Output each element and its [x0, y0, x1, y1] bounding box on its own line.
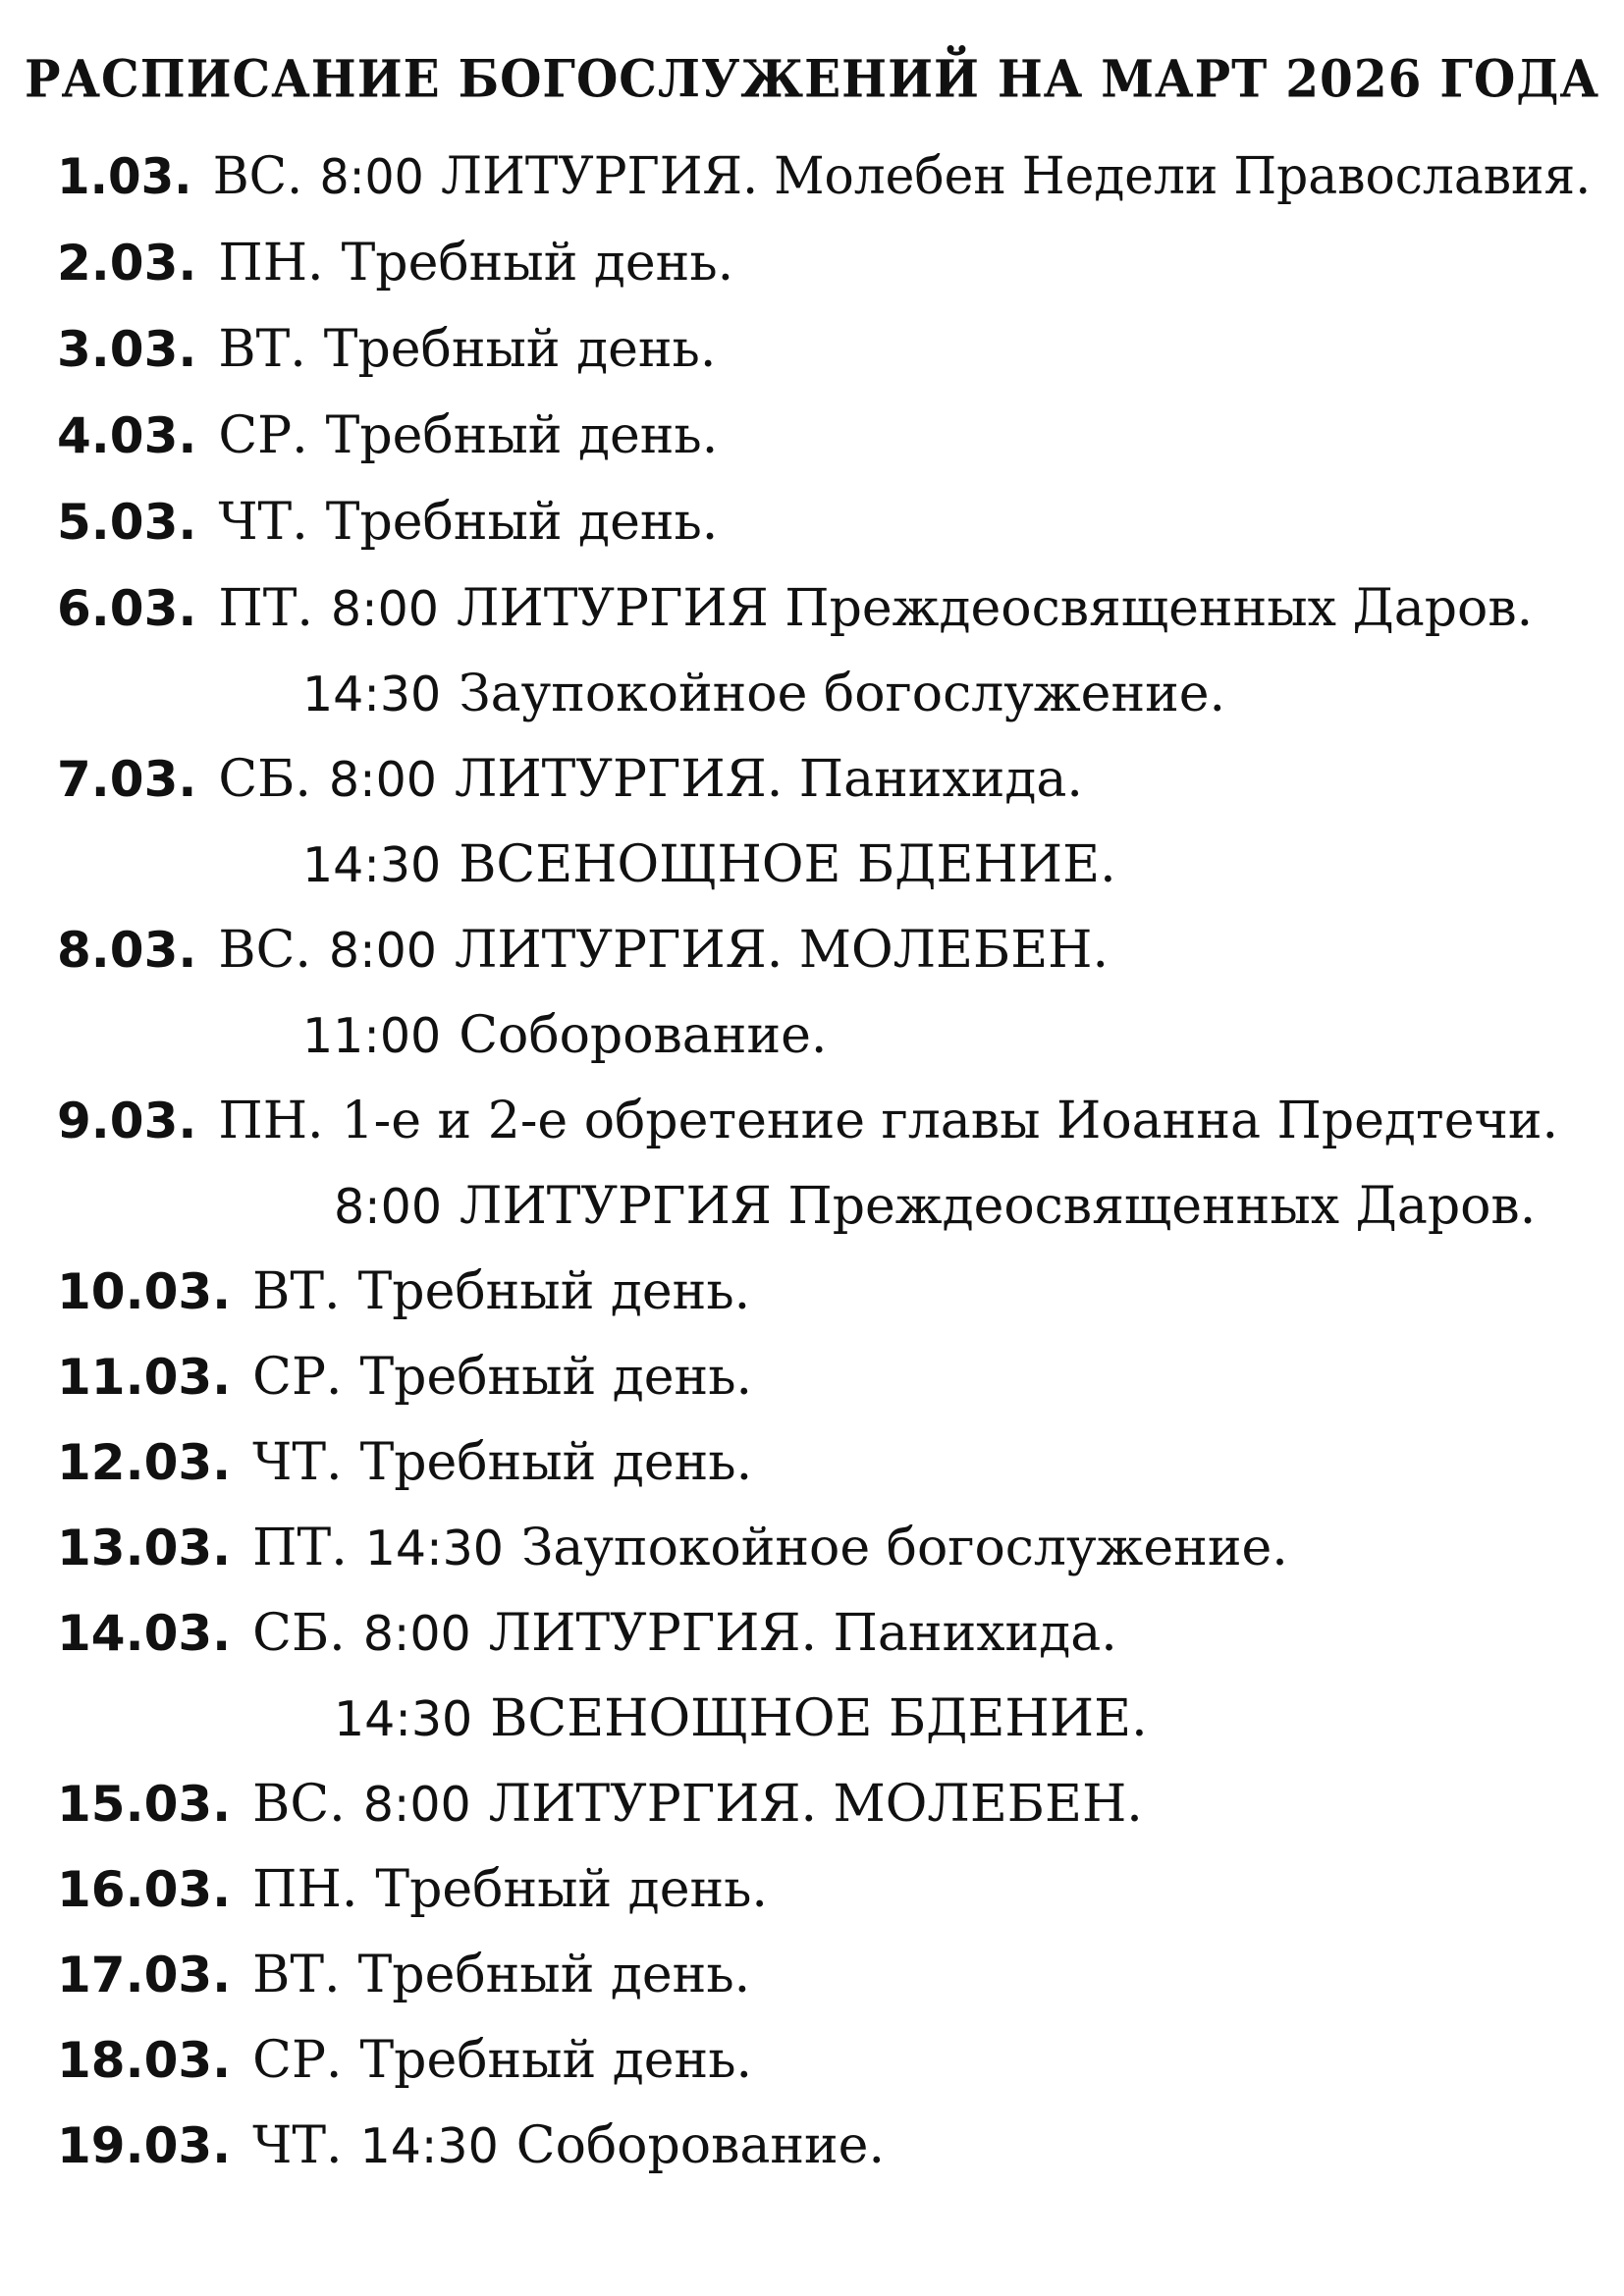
schedule-row	[57, 147, 1591, 226]
page-title: РАСПИСАНИЕ БОГОСЛУЖЕНИЙ НА МАРТ 2026 ГОДА	[24, 48, 1600, 110]
row-text: ЛИТУРГИЯ. Панихида.	[454, 750, 1083, 809]
row-date: 4.03.	[57, 407, 197, 464]
row-date: 1.03.	[57, 148, 192, 205]
row-time: 14:30	[359, 2118, 499, 2174]
row-day: ЧТ.	[252, 2116, 343, 2175]
schedule-row	[57, 1519, 1288, 1597]
row-date: 11.03.	[57, 1349, 232, 1406]
row-day: ВТ.	[252, 1262, 341, 1321]
schedule-row-continuation	[334, 1689, 1148, 1768]
row-text: ВСЕНОЩНОЕ БДЕНИЕ.	[490, 1689, 1148, 1748]
schedule-row	[57, 1860, 768, 1939]
row-time: 11:00	[302, 1008, 442, 1064]
row-day: ВТ.	[218, 320, 306, 379]
row-date: 3.03.	[57, 321, 197, 378]
row-text: ВСЕНОЩНОЕ БДЕНИЕ.	[459, 835, 1116, 894]
row-date: 12.03.	[57, 1434, 232, 1491]
row-day: ВТ.	[252, 1946, 341, 2004]
row-date: 14.03.	[57, 1605, 232, 1662]
row-text: ЛИТУРГИЯ. Молебен Недели Православия.	[441, 147, 1592, 206]
row-time: 14:30	[364, 1521, 504, 1576]
schedule-row	[57, 1092, 1558, 1170]
row-date: 7.03.	[57, 751, 197, 808]
row-date: 10.03.	[57, 1263, 232, 1320]
row-day: ПН.	[218, 234, 324, 293]
row-date: 17.03.	[57, 1947, 232, 2003]
row-text: Соборование.	[515, 2116, 885, 2175]
row-date: 9.03.	[57, 1093, 197, 1149]
row-day: ВС.	[212, 147, 303, 206]
row-text: ЛИТУРГИЯ. МОЛЕБЕН.	[488, 1775, 1143, 1834]
row-day: ПТ.	[252, 1519, 348, 1577]
row-date: 15.03.	[57, 1776, 232, 1833]
row-day: ЧТ.	[252, 1433, 343, 1492]
schedule-row	[57, 1604, 1117, 1682]
row-time: 8:00	[330, 581, 439, 637]
schedule-row-continuation	[302, 1006, 827, 1085]
row-text: Требный день.	[325, 406, 719, 465]
row-day: ВС.	[252, 1775, 346, 1834]
row-text: ЛИТУРГИЯ Преждеосвященных Даров.	[456, 579, 1534, 638]
row-time: 8:00	[362, 1777, 471, 1833]
row-text: Соборование.	[459, 1006, 828, 1065]
row-date: 13.03.	[57, 1520, 232, 1576]
schedule-row	[57, 921, 1109, 999]
schedule-row-continuation	[334, 1177, 1536, 1255]
row-time: 8:00	[328, 923, 437, 979]
row-time: 14:30	[302, 667, 442, 722]
row-text: Требный день.	[375, 1860, 768, 1919]
row-day: ПН.	[252, 1860, 358, 1919]
row-day: СР.	[252, 2031, 343, 2090]
row-day: ЧТ.	[218, 493, 308, 552]
row-day: ВС.	[218, 921, 311, 980]
schedule-row	[57, 320, 716, 399]
schedule-row	[57, 1946, 750, 2024]
row-text: Заупокойное богослужение.	[520, 1519, 1288, 1577]
row-day: ПН.	[218, 1092, 324, 1150]
schedule-row	[57, 1433, 752, 1512]
row-text: Требный день.	[359, 1433, 753, 1492]
row-date: 8.03.	[57, 922, 197, 979]
row-time: 8:00	[334, 1179, 443, 1235]
row-day: ПТ.	[218, 579, 313, 638]
schedule-row	[57, 1262, 750, 1341]
schedule-row	[57, 493, 718, 571]
row-date: 19.03.	[57, 2117, 232, 2174]
row-time: 14:30	[302, 837, 442, 893]
row-time: 14:30	[334, 1691, 473, 1747]
schedule-row	[57, 1775, 1143, 1853]
row-day: СР.	[218, 406, 308, 465]
row-text: ЛИТУРГИЯ. МОЛЕБЕН.	[454, 921, 1110, 980]
row-date: 16.03.	[57, 1861, 232, 1918]
row-text: Требный день.	[357, 1946, 751, 2004]
schedule-row	[57, 234, 733, 312]
row-date: 5.03.	[57, 494, 197, 551]
row-text: Требный день.	[357, 1262, 751, 1321]
row-text: Заупокойное богослужение.	[459, 665, 1226, 723]
row-text: Требный день.	[359, 1348, 753, 1407]
row-text: 1-е и 2-е обретение главы Иоанна Предтечи.	[341, 1092, 1559, 1150]
row-text: ЛИТУРГИЯ Преждеосвященных Даров.	[460, 1177, 1537, 1236]
row-text: Требный день.	[323, 320, 717, 379]
schedule-row	[57, 750, 1083, 828]
schedule-row	[57, 2031, 752, 2109]
schedule-row	[57, 1348, 752, 1426]
schedule-row-continuation	[302, 665, 1225, 743]
schedule-row	[57, 406, 718, 485]
row-day: СБ.	[218, 750, 311, 809]
row-day: СР.	[252, 1348, 343, 1407]
row-time: 8:00	[362, 1606, 471, 1662]
row-text: Требный день.	[341, 234, 734, 293]
schedule-row	[57, 2116, 885, 2195]
row-time: 8:00	[328, 752, 437, 808]
row-text: Требный день.	[325, 493, 719, 552]
row-time: 8:00	[319, 149, 424, 205]
schedule-row-continuation	[302, 835, 1116, 914]
row-day: СБ.	[252, 1604, 346, 1663]
row-text: ЛИТУРГИЯ. Панихида.	[488, 1604, 1117, 1663]
row-date: 18.03.	[57, 2032, 232, 2089]
schedule-row	[57, 579, 1533, 658]
row-text: Требный день.	[359, 2031, 753, 2090]
row-date: 2.03.	[57, 235, 197, 292]
row-date: 6.03.	[57, 580, 197, 637]
